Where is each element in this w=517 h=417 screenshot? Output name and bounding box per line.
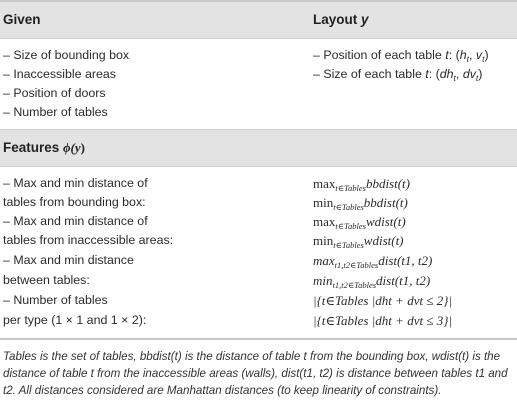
feature-formula: $\max_{t\in Tables}wdist(t)$ bbox=[313, 214, 406, 231]
features-rule bbox=[0, 166, 517, 167]
feature-desc: – Max and min distance of bbox=[3, 214, 148, 228]
header-band bbox=[0, 2, 517, 38]
header-layout: Layout y bbox=[313, 12, 369, 27]
feature-desc: – Number of tables bbox=[3, 293, 108, 307]
feature-desc: tables from bounding box: bbox=[3, 195, 146, 209]
feature-desc: per type (1 × 1 and 1 × 2): bbox=[3, 313, 147, 327]
feature-desc: between tables: bbox=[3, 273, 90, 287]
feature-formula: $\min_{t1,t2\in Tables}dist(t1$, t2) bbox=[313, 273, 431, 290]
feature-desc: – Max and min distance bbox=[3, 253, 134, 267]
feature-desc: tables from inaccessible areas: bbox=[3, 233, 174, 247]
given-item: – Position of doors bbox=[3, 86, 106, 100]
feature-formula: |{t∈Tables |dht + dvt ≤ 2}| bbox=[313, 293, 452, 308]
header-rule bbox=[0, 38, 517, 39]
given-item: – Size of bounding box bbox=[3, 48, 130, 62]
header-given: Given bbox=[3, 12, 41, 27]
feature-formula: $\max_{t\in Tables}bbdist(t)$ bbox=[313, 176, 410, 193]
features-top-rule bbox=[0, 129, 517, 130]
feature-formula: $\min_{t\in Tables}bbdist(t)$ bbox=[313, 195, 408, 212]
table-footnote: Tables is the set of tables, bbdist(t) is the distance of table t from the bounding box, wdist(t) is the distance of table t from the inaccessible areas (walls), dist(t1, t2) is distance between tables t1 and t2. All distances considered are Manhattan distances (to keep linearity of constraints). bbox=[3, 350, 508, 397]
given-item: – Number of tables bbox=[3, 105, 108, 119]
given-item: – Inaccessible areas bbox=[3, 67, 116, 81]
header-features: Features ϕ(y) bbox=[3, 140, 86, 155]
table-bottom-rule bbox=[0, 338, 517, 340]
feature-formula: $\max_{t1,t2\in Tables}dist(t1$, t2) bbox=[313, 253, 433, 270]
layout-item: – Size of each table t: ($dh_t$, $dv_t$) bbox=[313, 67, 483, 83]
feature-desc: – Max and min distance of bbox=[3, 176, 148, 190]
feature-formula: |{t∈Tables |dht + dvt ≤ 3}| bbox=[313, 313, 452, 328]
feature-formula: $\min_{t\in Tables}wdist(t)$ bbox=[313, 233, 404, 250]
layout-item: – Position of each table t: ($h_t$, $v_t$) bbox=[313, 48, 489, 64]
